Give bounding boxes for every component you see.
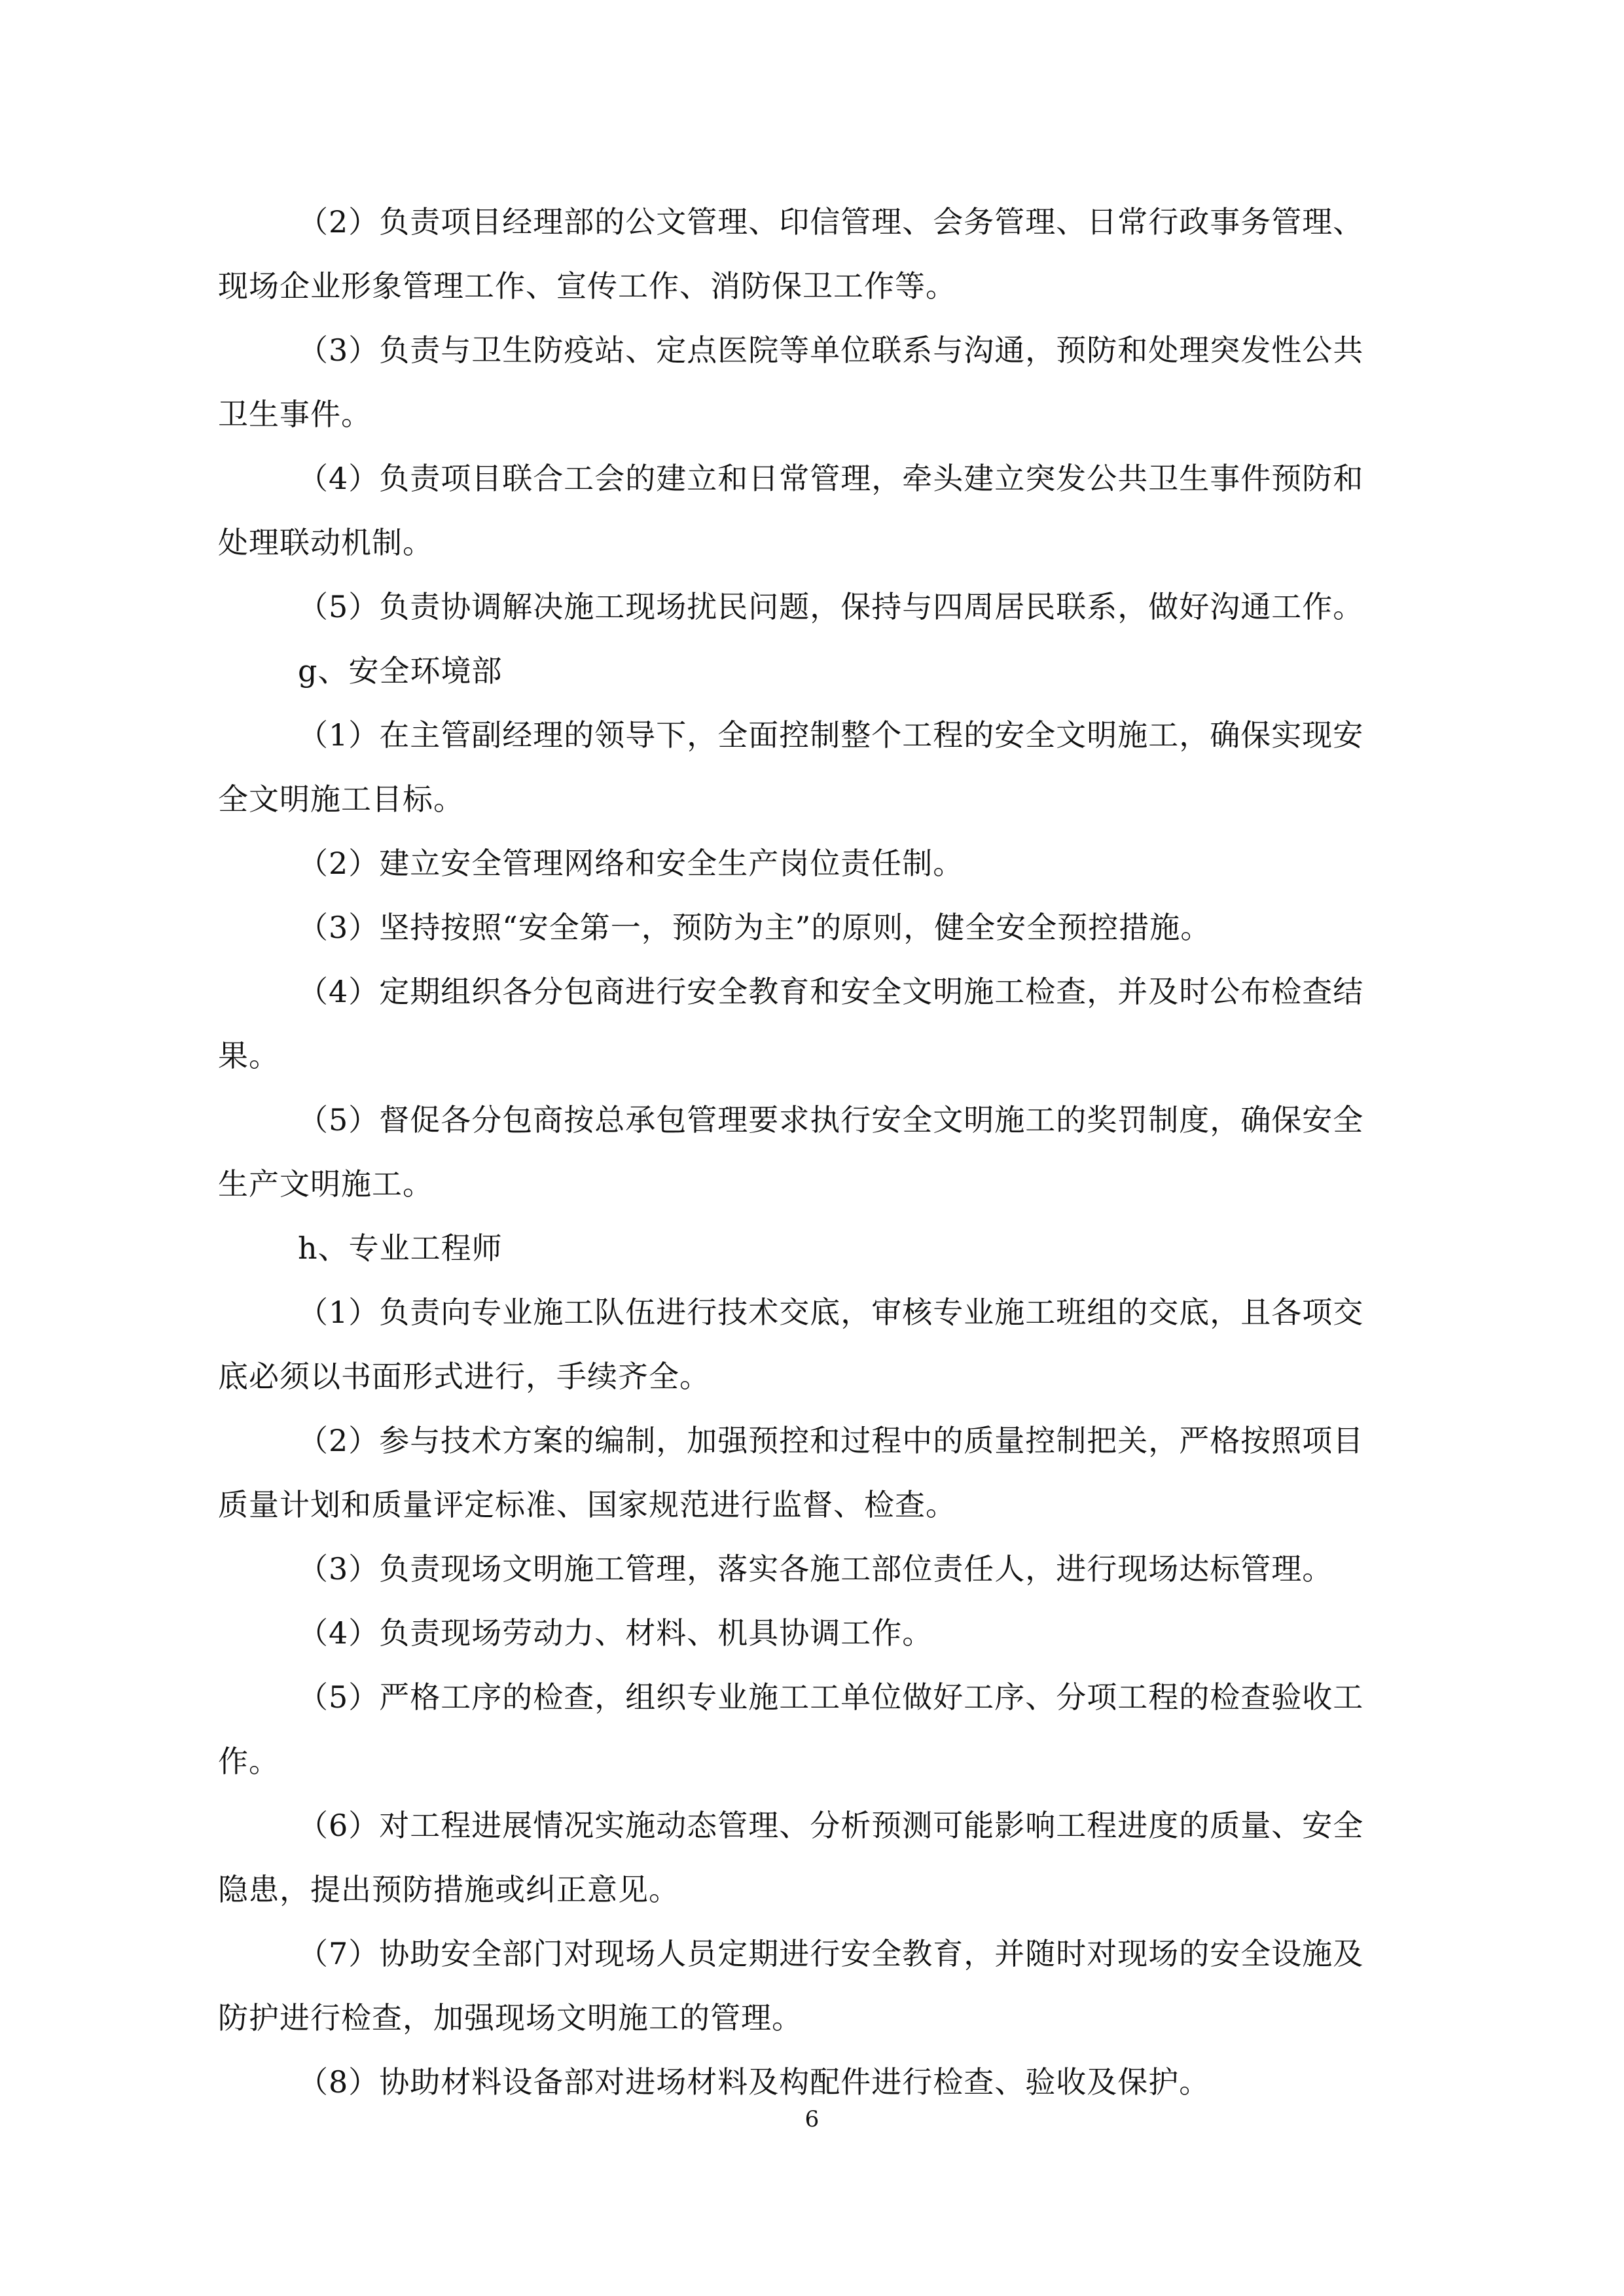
text-line: （7）协助安全部门对现场人员定期进行安全教育，并随时对现场的安全设施及 [298,1936,1364,1971]
text-line: （3）坚持按照“安全第一，预防为主”的原则，健全安全预控措施。 [298,910,1212,945]
text-line: （1）负责向专业施工队伍进行技术交底，审核专业施工班组的交底，且各项交 [298,1295,1364,1330]
document-body [218,190,1409,2114]
text-line: 全文明施工目标。 [218,781,464,817]
text-line: 生产文明施工。 [218,1166,433,1202]
text-line: 底必须以书面形式进行，手续齐全。 [218,1359,710,1394]
text-line: （2）负责项目经理部的公文管理、印信管理、会务管理、日常行政事务管理、 [298,204,1364,240]
section-heading: g、安全环境部 [298,653,503,689]
text-line: （3）负责现场文明施工管理，落实各施工部位责任人，进行现场达标管理。 [298,1551,1333,1587]
text-line: （8）协助材料设备部对进场材料及构配件进行检查、验收及保护。 [298,2064,1210,2100]
text-line: （2）建立安全管理网络和安全生产岗位责任制。 [298,846,964,881]
text-line: （4）定期组织各分包商进行安全教育和安全文明施工检查，并及时公布检查结 [298,974,1364,1009]
text-line: 现场企业形象管理工作、宣传工作、消防保卫工作等。 [218,268,956,304]
text-line: （5）严格工序的检查，组织专业施工工单位做好工序、分项工程的检查验收工 [298,1679,1364,1715]
text-line: （5）督促各分包商按总承包管理要求执行安全文明施工的奖罚制度，确保安全 [298,1102,1364,1138]
text-line: 质量计划和质量评定标准、国家规范进行监督、检查。 [218,1487,956,1522]
section-heading: h、专业工程师 [298,1230,503,1266]
text-line: 处理联动机制。 [218,525,433,560]
text-line: （4）负责项目联合工会的建立和日常管理，牵头建立突发公共卫生事件预防和 [298,461,1364,496]
text-line: （1）在主管副经理的领导下，全面控制整个工程的安全文明施工，确保实现安 [298,717,1364,753]
text-line: 防护进行检查，加强现场文明施工的管理。 [218,2000,803,2036]
text-line: 卫生事件。 [218,397,372,432]
page-number: 6 [804,2106,820,2132]
text-line: 作。 [218,1744,280,1779]
text-line: （3）负责与卫生防疫站、定点医院等单位联系与沟通，预防和处理突发性公共 [298,332,1364,368]
text-line: （2）参与技术方案的编制，加强预控和过程中的质量控制把关，严格按照项目 [298,1423,1364,1458]
text-line: 隐患，提出预防措施或纠正意见。 [218,1872,679,1907]
text-line: （5）负责协调解决施工现场扰民问题，保持与四周居民联系，做好沟通工作。 [298,589,1364,624]
text-line: 果。 [218,1038,280,1073]
text-line: （4）负责现场劳动力、材料、机具协调工作。 [298,1615,933,1651]
text-line: （6）对工程进展情况实施动态管理、分析预测可能影响工程进度的质量、安全 [298,1808,1364,1843]
